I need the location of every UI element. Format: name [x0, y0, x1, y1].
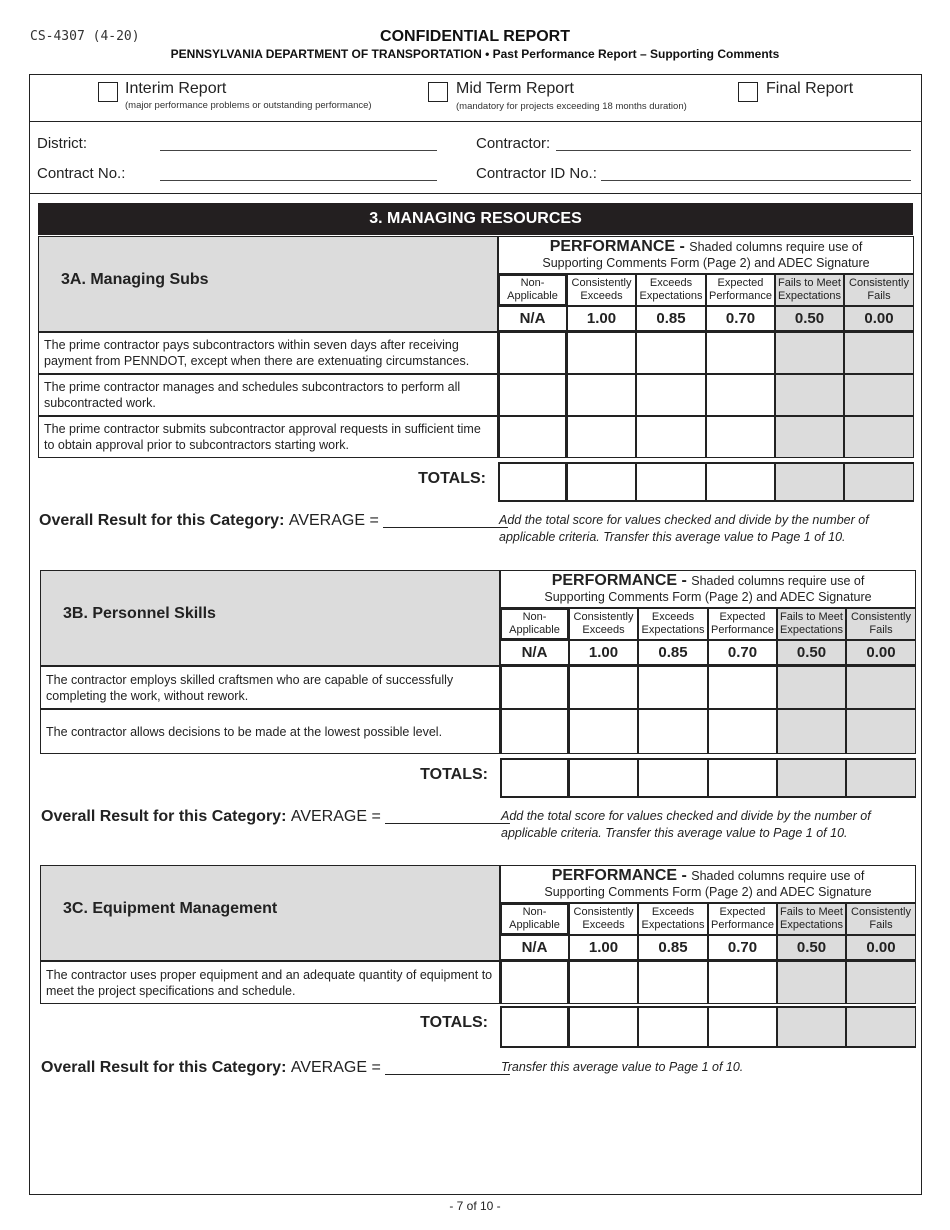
- category-name-cell: [38, 236, 498, 332]
- rating-cell[interactable]: [775, 332, 844, 374]
- column-value: 0.00: [846, 640, 916, 666]
- column-header: Fails to Meet Expectations: [775, 274, 844, 306]
- criterion-text: The contractor uses proper equipment and an adequate quantity of equipment to meet the project specifications and schedule.: [40, 961, 500, 1004]
- rating-cell[interactable]: [708, 961, 777, 1004]
- rating-cell[interactable]: [498, 374, 567, 416]
- column-value: 0.85: [636, 306, 706, 332]
- column-header: Non- Applicable: [498, 274, 567, 306]
- rating-cell[interactable]: [706, 374, 775, 416]
- overall-result-label: Overall Result for this Category:: [39, 512, 289, 529]
- overall-result: [39, 512, 508, 530]
- rating-cell[interactable]: [777, 961, 846, 1004]
- column-header: Exceeds Expectations: [638, 608, 708, 640]
- totals-cell[interactable]: [500, 758, 569, 798]
- column-value: 0.70: [708, 935, 777, 961]
- column-header: Fails to Meet Expectations: [777, 608, 846, 640]
- totals-cell[interactable]: [846, 758, 916, 798]
- performance-note: Shaded columns require use of: [689, 240, 863, 254]
- totals-cell[interactable]: [498, 462, 567, 502]
- performance-header: [498, 236, 914, 274]
- rating-cell[interactable]: [636, 416, 706, 458]
- rating-cell[interactable]: [777, 666, 846, 709]
- rating-cell[interactable]: [846, 961, 916, 1004]
- performance-note: Shaded columns require use of: [691, 574, 865, 588]
- rating-cell[interactable]: [569, 961, 638, 1004]
- column-header: Non- Applicable: [500, 903, 569, 935]
- totals-cell[interactable]: [638, 1006, 708, 1048]
- contract-no-field[interactable]: [160, 180, 437, 181]
- column-value: N/A: [498, 306, 567, 332]
- page-title: CONFIDENTIAL REPORT: [380, 28, 570, 45]
- rating-cell[interactable]: [775, 374, 844, 416]
- rating-cell[interactable]: [567, 374, 636, 416]
- performance-title: PERFORMANCE -: [551, 867, 692, 884]
- criterion-text: The prime contractor manages and schedules subcontractors to perform all subcontracted work.: [38, 374, 498, 416]
- category-name-cell: [40, 570, 500, 666]
- rating-cell[interactable]: [706, 332, 775, 374]
- rating-cell[interactable]: [567, 332, 636, 374]
- mid-term-report-note: (mandatory for projects exceeding 18 months duration): [456, 101, 687, 112]
- divider: [29, 193, 922, 194]
- instruction-note: Transfer this average value to Page 1 of 10.: [501, 1060, 744, 1074]
- totals-cell[interactable]: [706, 462, 775, 502]
- rating-cell[interactable]: [706, 416, 775, 458]
- column-header: Consistently Exceeds: [569, 903, 638, 935]
- column-header: Non- Applicable: [500, 608, 569, 640]
- rating-cell[interactable]: [638, 666, 708, 709]
- performance-note: Supporting Comments Form (Page 2) and ADEC Signature: [544, 590, 872, 604]
- contractor-id-label: Contractor ID No.:: [476, 165, 597, 182]
- rating-cell[interactable]: [638, 709, 708, 754]
- criterion-text: The contractor employs skilled craftsmen who are capable of successfully completing the work, without rework.: [40, 666, 500, 709]
- contractor-label: Contractor:: [476, 135, 551, 152]
- totals-cell[interactable]: [708, 1006, 777, 1048]
- column-value: 0.85: [638, 935, 708, 961]
- rating-cell[interactable]: [569, 709, 638, 754]
- category-name: 3C. Equipment Management: [63, 900, 278, 917]
- totals-cell[interactable]: [777, 758, 846, 798]
- rating-cell[interactable]: [500, 709, 569, 754]
- rating-cell[interactable]: [636, 332, 706, 374]
- overall-result-label: Overall Result for this Category:: [41, 808, 291, 825]
- totals-label: TOTALS:: [418, 470, 486, 487]
- column-header: Consistently Exceeds: [569, 608, 638, 640]
- average-field[interactable]: AVERAGE = ______________: [290, 808, 510, 825]
- column-value: 0.00: [844, 306, 914, 332]
- contract-no-label: Contract No.:: [37, 165, 126, 182]
- column-header: Expected Performance: [706, 274, 775, 306]
- column-value: 1.00: [567, 306, 636, 332]
- district-field[interactable]: [160, 150, 437, 151]
- instruction-note: Add the total score for values checked and divide by the number of applicable criteria. Transfer this average value to Page 1 of 10.: [499, 513, 869, 544]
- rating-cell[interactable]: [775, 416, 844, 458]
- column-header: Fails to Meet Expectations: [777, 903, 846, 935]
- column-value: 0.70: [708, 640, 777, 666]
- interim-report-label: Interim Report: [125, 80, 227, 97]
- rating-cell[interactable]: [708, 666, 777, 709]
- criterion-text: The prime contractor pays subcontractors within seven days after receiving payment from PENNDOT, except when there are extenuating circumstances.: [38, 332, 498, 374]
- final-report-checkbox[interactable]: [738, 82, 758, 102]
- totals-cell[interactable]: [777, 1006, 846, 1048]
- contractor-id-field[interactable]: [601, 180, 911, 181]
- criterion-text: The prime contractor submits subcontractor approval requests in sufficient time to obtain approval prior to subcontractors starting work.: [38, 416, 498, 458]
- column-header: Consistently Fails: [846, 903, 916, 935]
- rating-cell[interactable]: [638, 961, 708, 1004]
- rating-cell[interactable]: [569, 666, 638, 709]
- column-header: Consistently Fails: [846, 608, 916, 640]
- instruction-note: Add the total score for values checked and divide by the number of applicable criteria. Transfer this average value to Page 1 of 10.: [501, 809, 871, 840]
- overall-result: [41, 1059, 510, 1077]
- column-value: N/A: [500, 935, 569, 961]
- rating-cell[interactable]: [500, 961, 569, 1004]
- totals-cell[interactable]: [636, 462, 706, 502]
- totals-cell[interactable]: [569, 1006, 638, 1048]
- totals-cell[interactable]: [567, 462, 636, 502]
- form-number: CS-4307 (4-20): [30, 29, 140, 44]
- performance-header: [500, 865, 916, 903]
- divider: [29, 121, 922, 122]
- rating-cell[interactable]: [636, 374, 706, 416]
- criterion-text: The contractor allows decisions to be made at the lowest possible level.: [40, 709, 500, 754]
- category-name-cell: [40, 865, 500, 961]
- totals-label: TOTALS:: [420, 1014, 488, 1031]
- totals-cell[interactable]: [775, 462, 844, 502]
- contractor-field[interactable]: [556, 150, 911, 151]
- totals-cell[interactable]: [638, 758, 708, 798]
- average-field[interactable]: AVERAGE = ______________: [288, 512, 508, 529]
- column-value: 0.70: [706, 306, 775, 332]
- performance-header: [500, 570, 916, 608]
- rating-cell[interactable]: [844, 374, 914, 416]
- category-name: 3A. Managing Subs: [61, 271, 209, 288]
- overall-result-label: Overall Result for this Category:: [41, 1059, 291, 1076]
- interim-report-checkbox[interactable]: [98, 82, 118, 102]
- interim-report-note: (major performance problems or outstanding performance): [125, 100, 372, 111]
- column-value: N/A: [500, 640, 569, 666]
- column-value: 1.00: [569, 640, 638, 666]
- average-field[interactable]: AVERAGE = ______________: [290, 1059, 510, 1076]
- rating-cell[interactable]: [777, 709, 846, 754]
- rating-cell[interactable]: [498, 332, 567, 374]
- rating-cell[interactable]: [567, 416, 636, 458]
- rating-cell[interactable]: [708, 709, 777, 754]
- totals-cell[interactable]: [569, 758, 638, 798]
- column-value: 0.50: [777, 640, 846, 666]
- page-subtitle: PENNSYLVANIA DEPARTMENT OF TRANSPORTATION • Past Performance Report – Supporting Comments: [170, 47, 780, 61]
- totals-cell[interactable]: [500, 1006, 569, 1048]
- rating-cell[interactable]: [500, 666, 569, 709]
- overall-result: [41, 808, 510, 826]
- column-value: 0.00: [846, 935, 916, 961]
- mid-term-report-checkbox[interactable]: [428, 82, 448, 102]
- performance-title: PERFORMANCE -: [551, 572, 692, 589]
- column-header: Exceeds Expectations: [636, 274, 706, 306]
- column-header: Consistently Exceeds: [567, 274, 636, 306]
- performance-note: Shaded columns require use of: [691, 869, 865, 883]
- section-header: 3. MANAGING RESOURCES: [38, 203, 913, 235]
- totals-cell[interactable]: [844, 462, 914, 502]
- performance-note: Supporting Comments Form (Page 2) and ADEC Signature: [544, 885, 872, 899]
- mid-term-report-label: Mid Term Report: [456, 80, 574, 97]
- page-footer: - 7 of 10 -: [449, 1199, 501, 1213]
- column-value: 0.85: [638, 640, 708, 666]
- totals-cell[interactable]: [846, 1006, 916, 1048]
- rating-cell[interactable]: [844, 416, 914, 458]
- column-header: Consistently Fails: [844, 274, 914, 306]
- column-header: Expected Performance: [708, 608, 777, 640]
- column-header: Exceeds Expectations: [638, 903, 708, 935]
- performance-note: Supporting Comments Form (Page 2) and ADEC Signature: [542, 256, 870, 270]
- totals-cell[interactable]: [708, 758, 777, 798]
- column-value: 0.50: [775, 306, 844, 332]
- performance-title: PERFORMANCE -: [549, 238, 690, 255]
- totals-label: TOTALS:: [420, 766, 488, 783]
- column-value: 1.00: [569, 935, 638, 961]
- rating-cell[interactable]: [498, 416, 567, 458]
- final-report-label: Final Report: [766, 80, 854, 97]
- rating-cell[interactable]: [846, 666, 916, 709]
- category-name: 3B. Personnel Skills: [63, 605, 216, 622]
- rating-cell[interactable]: [844, 332, 914, 374]
- column-value: 0.50: [777, 935, 846, 961]
- district-label: District:: [37, 135, 87, 152]
- column-header: Expected Performance: [708, 903, 777, 935]
- rating-cell[interactable]: [846, 709, 916, 754]
